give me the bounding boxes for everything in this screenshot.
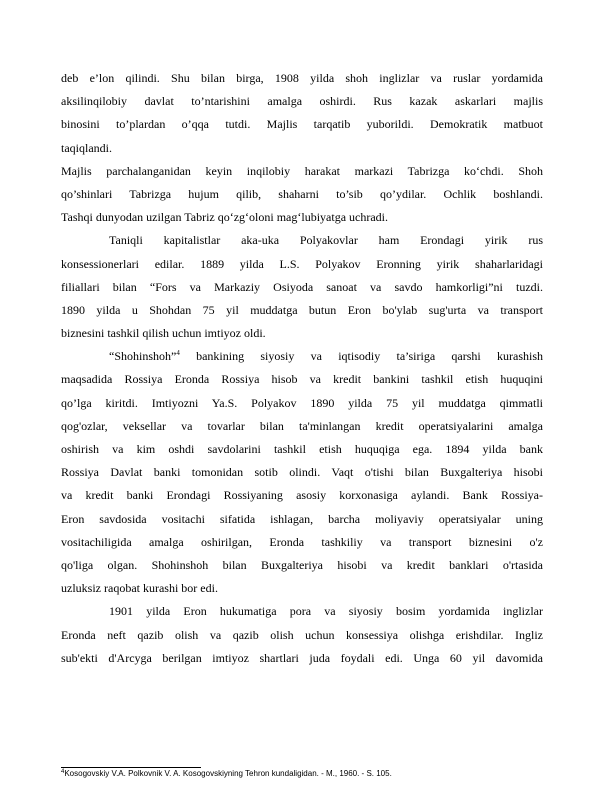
text-line: vositachiligida amalga oshirilgan, Eronda tashkiliy va transport biznesini o'z [61, 534, 543, 549]
text-line: biznesini tashkil qilish uchun imtiyoz oldi. [61, 326, 266, 341]
text-line: qo’lga kiritdi. Imtiyozni Ya.S. Polyakov 1890 yilda 75 yil muddatga qimmatli [61, 395, 543, 410]
paragraph-3 [61, 229, 543, 345]
text-line: 1890 yilda u Shohdan 75 yil muddatga butun Eron bo'ylab sug'urta va transport [61, 302, 543, 317]
text-line: deb e’lon qilindi. Shu bilan birga, 1908 yilda shoh inglizlar va ruslar yordamida [61, 71, 543, 85]
text-line: filiallari bilan “Fors va Markaziy Osiyoda sanoat va savdo hamkorligi”ni tuzdi. [61, 279, 543, 294]
text-segment: bankining siyosiy va iqtisodiy ta’siriga qarshi kurashish [179, 349, 543, 364]
text-line: konsessionerlari edilar. 1889 yilda L.S. Polyakov Eronning yirik shaharlaridagi [61, 256, 543, 271]
text-line: taqiqlandi. [61, 140, 112, 155]
text-line: qo’shinlari Tabrizga hujum qilib, shaharni to’sib qo’ydilar. Ochlik boshlandi. [61, 186, 543, 201]
text-line: va kredit banki Erondagi Rossiyaning asosiy korxonasiga aylandi. Bank Rossiya- [61, 488, 543, 503]
text-line: Majlis parchalanganidan keyin inqilobiy harakat markazi Tabrizga ko‘chdi. Shoh [61, 163, 543, 178]
text-line: aksilinqilobiy davlat to’ntarishini amalga oshirdi. Rus kazak askarlari majlis [61, 94, 543, 109]
paragraph-4 [61, 345, 543, 600]
text-line: Eron savdosida vositachi sifatida ishlagan, barcha moliyaviy operatsiyalar uning [61, 511, 543, 526]
text-line: oshirish va kim oshdi savdolarini tashkil etish huquqiga ega. 1894 yilda bank [61, 442, 543, 456]
text-line: Eronda neft qazib olish va qazib olish uchun konsessiya olishga erishdilar. Ingliz [61, 627, 543, 642]
text-line: Taniqli kapitalistlar aka-uka Polyakovlar ham Erondagi yirik rus [109, 233, 543, 248]
text-line: binosini to’plardan o’qqa tutdi. Majlis tarqatib yuborildi. Demokratik matbuot [61, 117, 543, 132]
text-line [61, 345, 543, 368]
paragraph-1 [61, 67, 543, 160]
footnote-reference[interactable]: 4 [176, 349, 180, 358]
text-line: maqsadida Rossiya Eronda Rossiya hisob va kredit bankini tashkil etish huquqini [61, 372, 543, 387]
paragraph-2 [61, 160, 543, 230]
text-line: sub'ekti d'Arcyga berilgan imtiyoz shartlari juda foydali edi. Unga 60 yil davomida [61, 650, 543, 665]
footnote-text: Kosogovskiy V.A. Polkovnik V. A. Kosogovskiyning Tehron kundaligidan. - M., 1960. - S. 105. [64, 769, 392, 778]
text-line: 1901 yilda Eron hukumatiga pora va siyosiy bosim yordamida inglizlar [109, 604, 543, 619]
text-line: qo'liga olgan. Shohinshoh bilan Buxgalteriya hisobi va kredit banklari o'rtasida [61, 557, 543, 572]
text-line: Tashqi dunyodan uzilgan Tabriz qo‘zg‘oloni mag‘lubiyatga uchradi. [61, 210, 389, 225]
footnote [61, 769, 392, 778]
text-line: uzluksiz raqobat kurashi bor edi. [61, 581, 218, 596]
paragraph-5 [61, 600, 543, 670]
text-segment: “Shohinshoh” [109, 349, 177, 364]
text-line: Rossiya Davlat banki tomonidan sotib olindi. Vaqt o'tishi bilan Buxgalteriya hisobi [61, 465, 543, 480]
footnote-separator [61, 767, 201, 768]
footnote-number: 4 [61, 769, 65, 775]
text-line: qog'ozlar, veksellar va tovarlar bilan ta'minlangan kredit operatsiyalarini amalga [61, 418, 543, 433]
document-body [61, 67, 543, 670]
